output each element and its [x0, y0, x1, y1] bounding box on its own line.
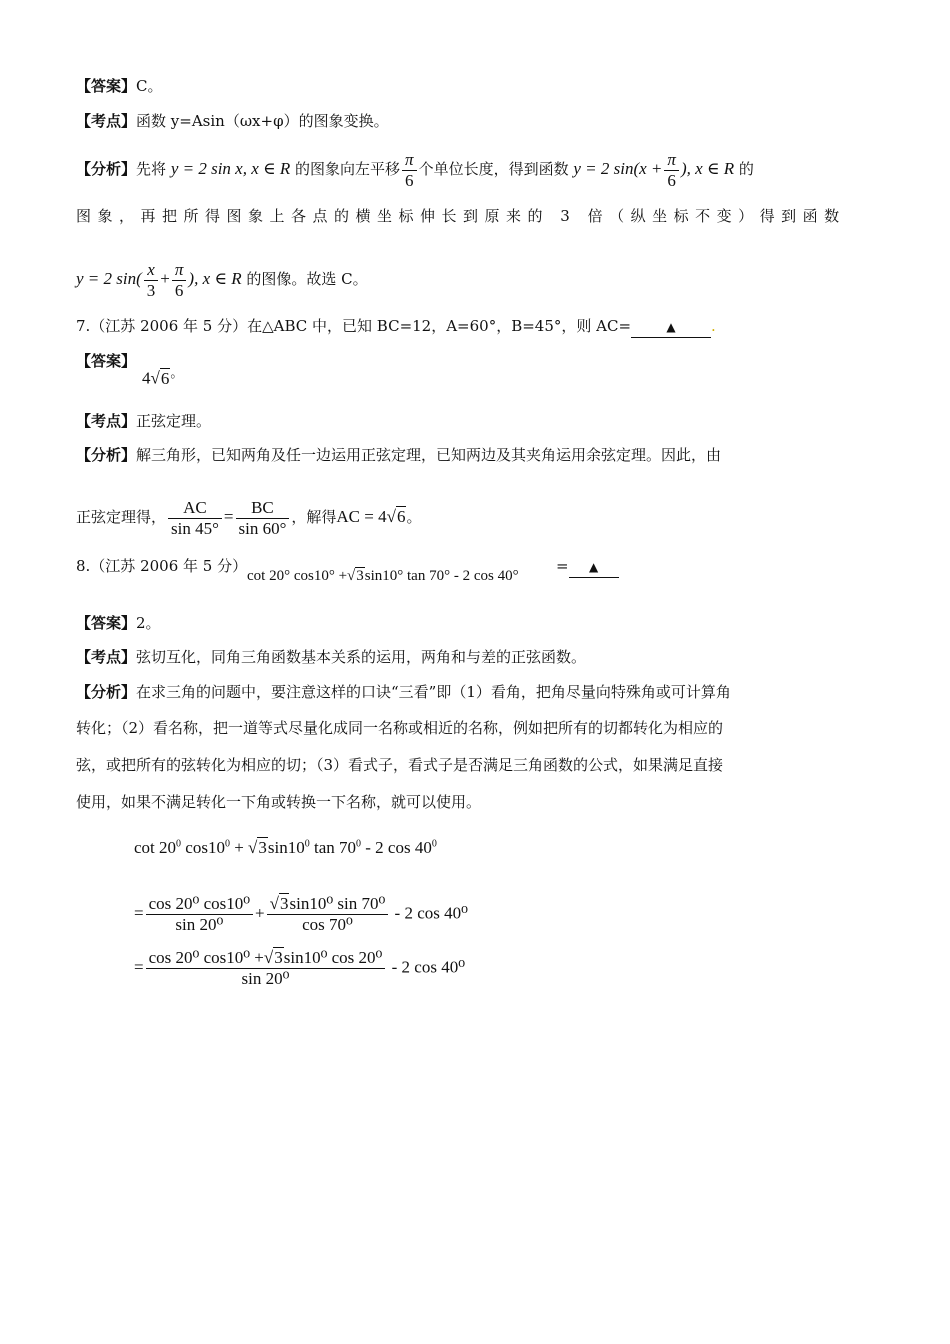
- fraction: [146, 948, 386, 989]
- denominator: sin 20⁰: [241, 969, 290, 988]
- math-expr: ), x ∈ R: [188, 269, 242, 288]
- equals: =: [556, 557, 569, 575]
- kaodian-label: 【考点】: [76, 412, 137, 430]
- numerator: π: [664, 150, 679, 171]
- fraction: [172, 260, 187, 301]
- fenxi-text: 解三角形，已知两角及任一边运用正弦定理，已知两边及其夹角运用余弦定理。因此，由: [136, 446, 722, 464]
- question-text: 7.（江苏 2006 年 5 分）在△ABC 中，已知 BC=12，A=60°，B=45°，则 AC=: [76, 317, 632, 335]
- numerator: BC: [236, 498, 290, 519]
- text: 的图象向左平移: [295, 160, 401, 178]
- math-expr: - 2 cos 40⁰: [394, 903, 468, 923]
- equals: =: [223, 507, 234, 526]
- math-expr: cot 20° cos10° +: [247, 568, 348, 584]
- q7-fenxi-line2: 正弦定理得， $\frac{AC}{\sin 45^\circ}$ = $\frac{BC}{\sin 60^\circ}$ ，解得AC = 4√6。: [76, 497, 422, 538]
- math-expr: sin10⁰ sin 70⁰: [289, 894, 386, 913]
- answer-value: 2。: [136, 614, 161, 632]
- q6-fenxi-line3: [76, 256, 368, 302]
- superscript: 0: [224, 838, 230, 850]
- coef: 4: [142, 368, 151, 388]
- text: 的图像。故选 C。: [246, 270, 368, 288]
- fenxi-label: 【分析】: [76, 683, 137, 701]
- text: 个单位长度，得到函数: [418, 160, 569, 178]
- q8-blank: [556, 556, 619, 578]
- fraction: [146, 894, 253, 935]
- q7-kaodian: [76, 411, 211, 431]
- q8-expression: cot 20° cos10° +√3sin10° tan 70° - 2 cos 40°: [247, 568, 519, 584]
- kaodian-label: 【考点】: [76, 648, 137, 666]
- derivation-step-1: $\cot 20^0$ $\cos 10^0 + √3\sin 10^0$ $\tan 70^0 - 2$ $\cos 40^0$: [134, 838, 437, 857]
- plus: +: [160, 269, 170, 288]
- math-expr: sin10: [267, 838, 305, 857]
- radicand: 6: [396, 507, 406, 526]
- radicand: 3: [356, 568, 364, 584]
- text: ，解得: [291, 508, 337, 526]
- denominator: sin 20⁰: [175, 915, 224, 934]
- answer-value: C。: [136, 77, 163, 95]
- kaodian-label: 【考点】: [76, 112, 137, 130]
- fraction: [236, 498, 290, 539]
- numerator: AC: [168, 498, 222, 519]
- denominator: 6: [174, 280, 184, 300]
- plus: +: [255, 903, 265, 923]
- dot: .: [711, 317, 716, 335]
- fenxi-label: 【分析】: [76, 160, 137, 178]
- math-expr: AC = 4: [336, 507, 387, 526]
- fraction: [664, 150, 679, 191]
- q8-fenxi-line1: [76, 682, 731, 702]
- derivation-step-2: = $\frac{\text{cos 20⁰ cos10⁰}}{\text{sin 20⁰}}$ + $\frac{\text{√3sin10⁰ sin 70⁰}}{\text{cos 70⁰}}$ - 2 cos 40⁰: [134, 894, 468, 934]
- q7-answer: [76, 351, 136, 371]
- q7-answer-value: 4√6。: [142, 365, 184, 388]
- answer-blank: ▲: [569, 557, 619, 578]
- fenxi-label: 【分析】: [76, 446, 137, 464]
- fraction: [144, 260, 159, 301]
- math-expr: cos10: [181, 838, 225, 857]
- kaodian-text: 函数 y=Asin（ωx+φ）的图象变换。: [136, 112, 389, 130]
- text: 正弦定理得，: [76, 508, 167, 526]
- numerator: π: [402, 150, 417, 171]
- period: 。: [170, 365, 184, 380]
- q8-fenxi-line2: 转化；（2）看名称，把一道等式尽量化成同一名称或相近的名称，例如把所有的切都转化为相应的: [76, 719, 724, 737]
- fraction: [267, 894, 389, 935]
- math-expr: cos 20⁰ cos10⁰ +: [148, 948, 264, 967]
- q8-fenxi-line3: 弦，或把所有的弦转化为相应的切；（3）看式子，看式子是否满足三角函数的公式，如果满足直接: [76, 756, 724, 774]
- answer-label: 【答案】: [76, 77, 137, 95]
- numerator: cos 20⁰ cos10⁰: [146, 894, 253, 915]
- math-expr: sin10° tan 70° - 2 cos 40°: [364, 568, 519, 584]
- math-expr: sin10⁰ cos 20⁰: [283, 948, 383, 967]
- kaodian-text: 正弦定理。: [136, 412, 212, 430]
- plus: +: [229, 838, 244, 857]
- radicand: 6: [160, 368, 170, 388]
- superscript: 0: [304, 838, 310, 850]
- superscript: 0: [176, 838, 182, 850]
- kaodian-text: 弦切互化，同角三角函数基本关系的运用，两角和与差的正弦函数。: [136, 648, 587, 666]
- answer-label: 【答案】: [76, 352, 137, 370]
- derivation-step-3: = $\frac{\text{cos 20⁰ cos10⁰ +√3sin10⁰ cos 20⁰}}{\text{sin 20⁰}}$ - 2 cos 40⁰: [134, 948, 466, 988]
- fraction: [402, 150, 417, 191]
- period: 。: [406, 508, 422, 526]
- numerator: √3sin10⁰ sin 70⁰: [267, 894, 389, 915]
- denominator: 6: [405, 170, 414, 190]
- q7-fenxi: [76, 445, 721, 465]
- q6-answer: [76, 76, 163, 96]
- radicand: 3: [274, 948, 283, 967]
- question-text: 8.（江苏 2006 年 5 分）: [76, 557, 248, 575]
- q8-question: [76, 556, 247, 576]
- numerator: x: [144, 260, 159, 281]
- math-expr: ), x ∈ R: [680, 159, 735, 178]
- q8-fenxi-line4: 使用，如果不满足转化一下角或转换一下名称，就可以使用。: [76, 793, 482, 811]
- q8-answer: [76, 613, 161, 633]
- math-expr: cot 20: [134, 838, 177, 857]
- denominator: 3: [146, 280, 156, 300]
- superscript: 0: [356, 838, 362, 850]
- math-expr: - 2 cos 40⁰: [391, 957, 466, 977]
- text: 先将: [136, 160, 167, 178]
- math-expr: tan 70: [309, 838, 357, 857]
- denominator: sin 60°: [238, 518, 287, 538]
- q8-kaodian: [76, 647, 586, 667]
- math-expr: - 2 cos 40: [361, 838, 432, 857]
- q6-fenxi-line2: 图象，再把所得图象上各点的横坐标伸长到原来的 3 倍（纵坐标不变）得到函数: [76, 207, 846, 225]
- fraction: [168, 498, 222, 539]
- math-expr: y = 2 sin(x +: [573, 159, 663, 178]
- q6-kaodian: [76, 111, 389, 131]
- denominator: cos 70⁰: [302, 915, 353, 934]
- text: 的: [738, 160, 754, 178]
- radicand: 3: [279, 894, 289, 913]
- q6-fenxi-line1: [76, 146, 754, 192]
- numerator: π: [172, 260, 187, 281]
- fenxi-text: 在求三角的问题中，要注意这样的口诀“三看”即（1）看角，把角尽量向特殊角或可计算角: [136, 683, 731, 701]
- answer-blank: ▲: [631, 317, 711, 338]
- q7-question: [76, 316, 716, 338]
- answer-label: 【答案】: [76, 614, 137, 632]
- superscript: 0: [431, 838, 437, 850]
- denominator: sin 45°: [171, 518, 219, 538]
- math-expr: y = 2 sin x, x ∈ R: [170, 159, 291, 178]
- numerator: cos 20⁰ cos10⁰ +√3sin10⁰ cos 20⁰: [146, 948, 386, 969]
- math-expr: y = 2 sin(: [76, 269, 142, 288]
- denominator: 6: [667, 170, 676, 190]
- radicand: 3: [258, 838, 267, 857]
